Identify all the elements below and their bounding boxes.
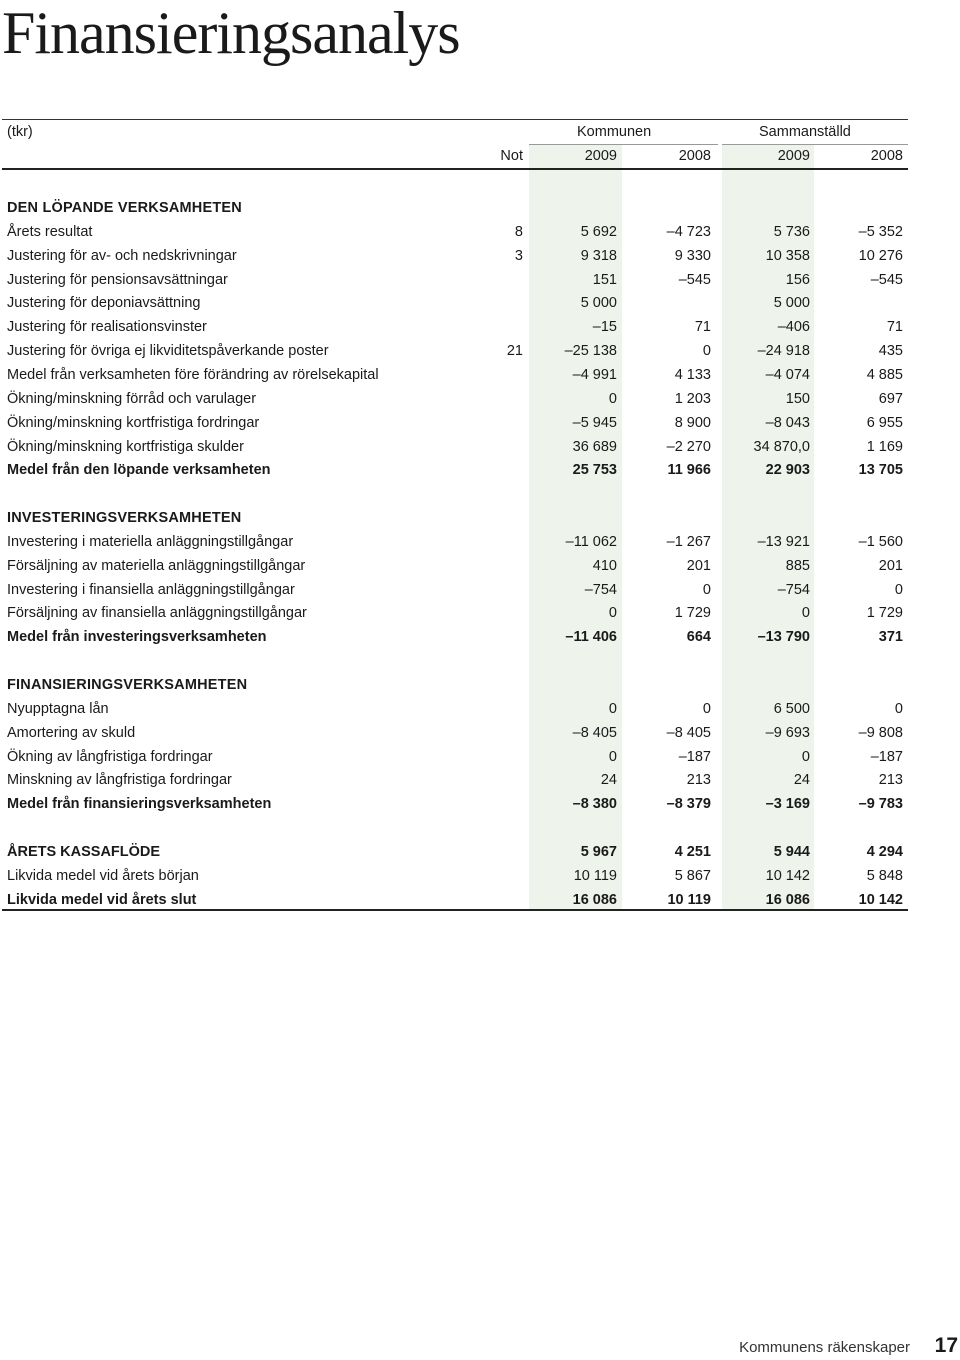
cell-k08: 0 <box>702 700 711 717</box>
row-label: FINANSIERINGSVERKSAMHETEN <box>7 677 248 693</box>
cell-k08: –1 267 <box>666 533 711 550</box>
table-row <box>0 244 960 268</box>
column-header-sammanstalld-2009: 2009 <box>777 148 810 164</box>
spacer-row <box>0 482 960 506</box>
cell-s08: 71 <box>886 319 903 336</box>
cell-s09: –9 693 <box>765 724 810 741</box>
row-label: Ökning/minskning kortfristiga fordringar <box>7 414 260 431</box>
cell-s08: –187 <box>870 748 903 765</box>
cell-s08: 201 <box>878 557 903 574</box>
table-row <box>0 291 960 315</box>
cell-k09: –11 406 <box>565 629 617 646</box>
row-label: Försäljning av finansiella anläggningstillgångar <box>7 605 307 622</box>
cell-s09: 0 <box>801 748 810 765</box>
cell-k09: –5 945 <box>572 414 617 431</box>
cell-k09: 5 692 <box>580 223 617 240</box>
table-row <box>0 339 960 363</box>
cell-k08: 213 <box>686 772 711 789</box>
cell-k08: –8 405 <box>666 724 711 741</box>
unit-label: (tkr) <box>7 124 33 140</box>
row-label: Medel från verksamheten före förändring av rörelsekapital <box>7 366 379 383</box>
column-header-kommunen-2009: 2009 <box>584 148 617 164</box>
cell-s09: 24 <box>793 772 810 789</box>
cell-s09: –4 074 <box>765 366 810 383</box>
table-row <box>0 578 960 602</box>
cell-k09: 0 <box>608 700 617 717</box>
cell-k09: 0 <box>608 390 617 407</box>
cell-k09: 9 318 <box>580 247 617 264</box>
cell-s08: 435 <box>878 343 903 360</box>
cell-s08: 1 169 <box>866 438 903 455</box>
cell-k08: –8 379 <box>666 796 711 813</box>
cell-s08: 10 276 <box>858 247 903 264</box>
cell-s09: 10 142 <box>765 867 810 884</box>
cell-s09: –754 <box>777 581 810 598</box>
cell-s09: 5 736 <box>773 223 810 240</box>
cell-k09: 0 <box>608 748 617 765</box>
row-label: Försäljning av materiella anläggningstillgångar <box>7 557 306 574</box>
cell-k08: 4 251 <box>674 843 711 860</box>
table-row <box>0 840 960 864</box>
cell-s08: –545 <box>870 271 903 288</box>
cell-k08: 1 203 <box>674 390 711 407</box>
cell-k08: 10 119 <box>667 891 711 908</box>
cell-s08: 6 955 <box>866 414 903 431</box>
cell-not: 8 <box>514 223 523 240</box>
cell-s08: –1 560 <box>858 533 903 550</box>
cell-s09: 5 944 <box>773 843 810 860</box>
cell-k09: –15 <box>592 319 617 336</box>
page-footer <box>0 1336 960 1360</box>
row-label: INVESTERINGSVERKSAMHETEN <box>7 510 242 527</box>
cell-s09: –13 790 <box>757 629 810 646</box>
cell-s09: 156 <box>785 271 810 288</box>
cell-k09: –754 <box>584 581 617 598</box>
cell-k09: –11 062 <box>565 533 617 550</box>
cell-s08: 4 294 <box>866 843 903 860</box>
cell-k09: 410 <box>592 557 617 574</box>
table-row <box>0 625 960 649</box>
cell-k09: 5 967 <box>580 843 617 860</box>
row-label: Medel från den löpande verksamheten <box>7 462 271 479</box>
cell-k09: –8 380 <box>572 796 617 813</box>
cell-s09: 6 500 <box>773 700 810 717</box>
cell-s08: 5 848 <box>866 867 903 884</box>
column-header-kommunen-2008: 2008 <box>678 148 711 164</box>
table-row <box>0 387 960 411</box>
group-header-sammanstalld: Sammanställd <box>759 124 851 140</box>
cell-k09: 36 689 <box>572 438 617 455</box>
table-row <box>0 554 960 578</box>
row-label: Justering för av- och nedskrivningar <box>7 247 237 264</box>
cell-k09: 24 <box>600 772 617 789</box>
row-label: Investering i finansiella anläggningstillgångar <box>7 581 295 598</box>
footer-section-name: Kommunens räkenskaper <box>739 1339 910 1356</box>
cell-k09: 25 753 <box>572 462 617 479</box>
table-row <box>0 792 960 816</box>
cell-k08: 71 <box>694 319 711 336</box>
row-label: Likvida medel vid årets slut <box>7 891 197 908</box>
row-label: Justering för realisationsvinster <box>7 319 207 336</box>
row-label: Investering i materiella anläggningstillgångar <box>7 533 294 550</box>
spacer-row <box>0 649 960 673</box>
page-number: 17 <box>934 1334 958 1357</box>
cell-k09: 151 <box>592 271 617 288</box>
cell-s08: 697 <box>878 390 903 407</box>
cell-k09: 16 086 <box>572 891 617 908</box>
cell-s09: –24 918 <box>757 343 810 360</box>
row-label: DEN LÖPANDE VERKSAMHETEN <box>7 200 242 216</box>
cell-s09: 16 086 <box>765 891 810 908</box>
column-header-not: Not <box>500 148 523 164</box>
cell-k09: 0 <box>608 605 617 622</box>
cell-k08: 201 <box>686 557 711 574</box>
table-row <box>0 864 960 888</box>
row-label: Minskning av långfristiga fordringar <box>7 772 232 789</box>
table-row <box>0 697 960 721</box>
cell-s09: –13 921 <box>757 533 810 550</box>
table-row <box>0 888 960 912</box>
cell-k08: 8 900 <box>674 414 711 431</box>
table-row <box>0 220 960 244</box>
row-label: Medel från investeringsverksamheten <box>7 629 267 646</box>
table-row <box>0 268 960 292</box>
cell-s09: 10 358 <box>765 247 810 264</box>
cell-k08: 1 729 <box>674 605 711 622</box>
row-label: ÅRETS KASSAFLÖDE <box>7 843 161 860</box>
row-label: Justering för övriga ej likviditetspåverkande poster <box>7 343 329 360</box>
row-label: Ökning/minskning förråd och varulager <box>7 390 257 407</box>
cell-k08: 0 <box>702 581 711 598</box>
column-header-sammanstalld-2008: 2008 <box>870 148 903 164</box>
cell-k08: 0 <box>702 343 711 360</box>
cell-k08: –4 723 <box>666 223 711 240</box>
cell-s09: 885 <box>785 557 810 574</box>
cell-k09: –25 138 <box>564 343 617 360</box>
spacer-row <box>0 816 960 840</box>
section-heading <box>0 506 960 530</box>
table-row <box>0 411 960 435</box>
cell-k08: 11 966 <box>667 462 711 479</box>
cell-k09: 5 000 <box>580 295 617 312</box>
cell-s08: 371 <box>878 629 903 646</box>
cell-k09: 10 119 <box>573 867 617 884</box>
row-label: Ökning/minskning kortfristiga skulder <box>7 438 244 455</box>
section-heading <box>0 673 960 697</box>
cell-k08: –187 <box>678 748 711 765</box>
cell-k09: –8 405 <box>572 724 617 741</box>
table-row <box>0 721 960 745</box>
group-header-kommunen: Kommunen <box>577 124 652 140</box>
cell-k08: –2 270 <box>666 438 711 455</box>
cell-s08: –5 352 <box>858 223 903 240</box>
cell-s09: 22 903 <box>765 462 810 479</box>
table-row <box>0 530 960 554</box>
cell-s08: 13 705 <box>858 462 903 479</box>
cell-k08: 9 330 <box>674 247 711 264</box>
cell-s09: 0 <box>801 605 810 622</box>
table-row <box>0 458 960 482</box>
cell-s09: 150 <box>785 390 810 407</box>
table-row <box>0 601 960 625</box>
cell-s09: –406 <box>777 319 810 336</box>
table-row <box>0 315 960 339</box>
cell-k08: 5 867 <box>674 867 711 884</box>
cell-s09: –8 043 <box>765 414 810 431</box>
cell-k08: 4 133 <box>674 366 711 383</box>
cell-s08: 10 142 <box>858 891 903 908</box>
table-row <box>0 363 960 387</box>
row-label: Nyupptagna lån <box>7 700 109 717</box>
section-heading <box>0 196 960 220</box>
table-row <box>0 768 960 792</box>
cell-s08: 4 885 <box>866 366 903 383</box>
row-label: Amortering av skuld <box>7 724 136 741</box>
row-label: Justering för pensionsavsättningar <box>7 271 228 288</box>
cell-s09: 5 000 <box>773 295 810 312</box>
cell-s08: 0 <box>894 581 903 598</box>
cell-s08: 1 729 <box>866 605 903 622</box>
page-title: Finansieringsanalys <box>2 0 460 66</box>
cell-s08: 0 <box>894 700 903 717</box>
cell-s08: –9 808 <box>858 724 903 741</box>
row-label: Ökning av långfristiga fordringar <box>7 748 213 765</box>
cell-k09: –4 991 <box>572 366 617 383</box>
table-row <box>0 745 960 769</box>
cell-not: 21 <box>506 343 523 360</box>
row-label: Justering för deponiavsättning <box>7 295 201 312</box>
cell-s08: –9 783 <box>858 796 903 813</box>
cell-k08: –545 <box>678 271 711 288</box>
cell-s09: 34 870,0 <box>753 438 810 455</box>
cell-k08: 664 <box>686 629 711 646</box>
row-label: Årets resultat <box>7 223 93 240</box>
row-label: Medel från finansieringsverksamheten <box>7 796 272 813</box>
cell-not: 3 <box>514 247 523 264</box>
table-row <box>0 435 960 459</box>
row-label: Likvida medel vid årets början <box>7 867 199 884</box>
cell-s08: 213 <box>878 772 903 789</box>
header-bottom-rule <box>2 168 908 170</box>
cell-s09: –3 169 <box>765 796 810 813</box>
